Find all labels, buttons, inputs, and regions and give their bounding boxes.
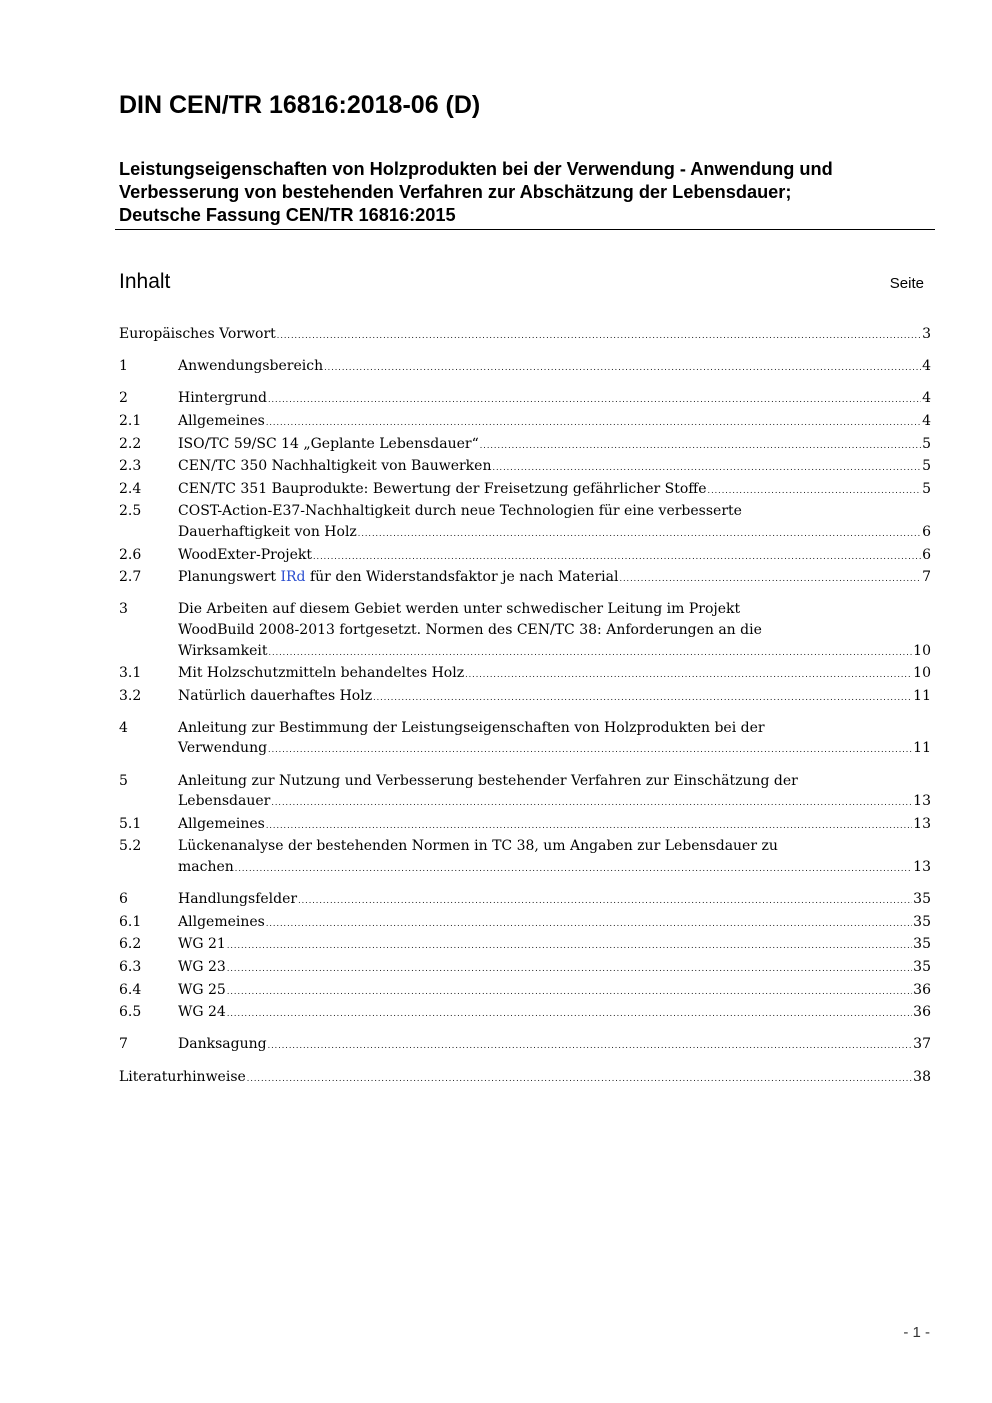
toc-entry[interactable] — [119, 663, 931, 686]
toc-entry-title: Hintergrund — [178, 390, 267, 407]
toc-entry-title: WoodExter-Projekt — [178, 546, 312, 563]
toc-entry-title-line: Anleitung zur Nutzung und Verbesserung bestehender Verfahren zur Einschätzung der — [178, 772, 798, 789]
toc-entry-title-line: Verwendung — [178, 740, 268, 757]
toc-entry-page: 36 — [913, 981, 931, 998]
toc-entry[interactable] — [119, 718, 931, 761]
toc-entry-page: 7 — [922, 569, 931, 586]
toc-entry-number: 5.2 — [119, 838, 142, 855]
toc-entry-title: Natürlich dauerhaftes Holz — [178, 687, 373, 704]
toc-leader-dots — [298, 889, 912, 912]
toc-entry[interactable] — [119, 324, 931, 347]
toc-entry-page: 3 — [922, 326, 931, 342]
toc-entry-title-line: WoodBuild 2008-2013 fortgesetzt. Normen des CEN/TC 38: Anforderungen an die — [178, 621, 762, 638]
toc-entry-page: 11 — [913, 740, 931, 757]
toc-entry[interactable] — [119, 1034, 931, 1057]
toc-entry-number: 6.2 — [119, 936, 142, 953]
toc-entry-number: 1 — [119, 358, 128, 375]
toc-entry-title: Allgemeines — [178, 913, 265, 930]
toc-entry-page: 13 — [913, 859, 931, 876]
toc-entry-title: WG 23 — [178, 959, 226, 975]
toc-leader-dots — [619, 567, 921, 590]
toc-leader-dots — [373, 686, 912, 709]
toc-entry-title: WG 21 — [178, 936, 226, 953]
toc-entry-page: 11 — [913, 687, 931, 704]
toc-entry[interactable] — [119, 980, 931, 1003]
toc-entry-page: 10 — [913, 642, 931, 659]
toc-entry-page: 4 — [922, 390, 931, 407]
toc-entry-number: 7 — [119, 1036, 128, 1053]
toc-entry-number: 4 — [119, 719, 128, 736]
toc-entry-title-part: Planungswert — [178, 569, 281, 586]
toc-leader-dots — [480, 434, 921, 457]
toc-entry[interactable] — [119, 912, 931, 935]
toc-entry-title — [178, 567, 618, 588]
toc-entry-page: 5 — [922, 480, 931, 497]
toc-entry-title: WG 24 — [178, 1004, 226, 1021]
toc-leader-dots — [227, 957, 912, 980]
toc-entry-page: 36 — [913, 1004, 931, 1021]
toc-entry-number: 2.2 — [119, 435, 142, 452]
toc-entry-title-line: Die Arbeiten auf diesem Gebiet werden unter schwedischer Leitung im Projekt — [178, 601, 741, 618]
toc-entry[interactable] — [119, 434, 931, 457]
document-title: DIN CEN/TR 16816:2018-06 (D) — [119, 91, 481, 119]
subtitle-line: Leistungseigenschaften von Holzprodukten bei der Verwendung - Anwendung und — [119, 159, 833, 179]
toc-entry-page: 35 — [913, 959, 931, 975]
toc-entry[interactable] — [119, 567, 931, 590]
toc-leader-dots — [268, 388, 921, 411]
toc-entry-title-part: für den Widerstandsfaktor je nach Material — [305, 569, 619, 586]
toc-entry[interactable] — [119, 1067, 931, 1090]
toc-leader-dots — [247, 1067, 912, 1090]
toc-entry[interactable] — [119, 771, 931, 814]
toc-entry-page: 5 — [922, 458, 931, 475]
toc-entry-title-line: Anleitung zur Bestimmung der Leistungseigenschaften von Holzprodukten bei der — [178, 719, 765, 736]
toc-entry[interactable] — [119, 686, 931, 709]
toc-entry[interactable] — [119, 456, 931, 479]
toc-entry-number: 2.3 — [119, 458, 142, 475]
toc-entry[interactable] — [119, 934, 931, 957]
toc-entry[interactable] — [119, 545, 931, 568]
toc-entry-page: 13 — [913, 793, 931, 810]
toc-entry[interactable] — [119, 1002, 931, 1025]
toc-entry-page: 35 — [913, 891, 931, 908]
toc-entry-page: 38 — [913, 1068, 931, 1085]
toc-entry-number: 2 — [119, 390, 128, 407]
toc-entry-page: 13 — [913, 815, 931, 832]
toc-entry-title: CEN/TC 351 Bauprodukte: Bewertung der Freisetzung gefährlicher Stoffe — [178, 480, 707, 497]
toc-entry-page: 37 — [913, 1036, 931, 1053]
toc-entry[interactable] — [119, 356, 931, 379]
toc-entry[interactable] — [119, 957, 931, 980]
toc-entry-number: 2.6 — [119, 546, 142, 563]
toc-page-label: Seite — [889, 275, 924, 292]
toc-entry-title-line: machen — [178, 859, 234, 876]
toc-entry-title: Handlungsfelder — [178, 891, 298, 908]
toc-entry-number: 2.1 — [119, 412, 142, 429]
toc-entry-page: 35 — [913, 936, 931, 953]
page-number: - 1 - — [903, 1324, 930, 1341]
toc-entry-title: CEN/TC 350 Nachhaltigkeit von Bauwerken — [178, 458, 492, 475]
toc-entry-title-line: Wirksamkeit — [178, 642, 268, 659]
toc-entry[interactable] — [119, 411, 931, 434]
toc-entry-number: 6.1 — [119, 913, 142, 930]
toc-entry-number: 6.4 — [119, 981, 142, 998]
toc-entry-number: 3.1 — [119, 665, 142, 682]
toc-entry-page: 35 — [913, 913, 931, 930]
toc-entry-page: 4 — [922, 358, 931, 375]
toc-entry-number: 2.5 — [119, 503, 142, 520]
toc-entry-number: 3.2 — [119, 687, 142, 704]
toc-leader-dots — [235, 857, 912, 880]
toc-leader-dots — [277, 324, 921, 347]
toc-leader-dots — [266, 814, 912, 837]
toc-entry-page: 6 — [922, 546, 931, 563]
toc-entry-title: Danksagung — [178, 1036, 267, 1053]
toc-leader-dots — [266, 411, 921, 434]
toc-entry-number: 5.1 — [119, 815, 142, 832]
table-of-contents — [119, 324, 931, 1089]
toc-leader-dots — [266, 912, 912, 935]
toc-entry-title-line: Lebensdauer — [178, 793, 271, 810]
toc-leader-dots — [492, 456, 921, 479]
toc-leader-dots — [268, 641, 912, 664]
toc-leader-dots — [268, 738, 912, 761]
toc-leader-dots — [313, 545, 921, 568]
toc-entry-title-line: Dauerhaftigkeit von Holz — [178, 523, 357, 540]
toc-leader-dots — [227, 980, 912, 1003]
toc-entry[interactable] — [119, 889, 931, 912]
subtitle-line: Deutsche Fassung CEN/TR 16816:2015 — [119, 205, 456, 225]
toc-entry[interactable] — [119, 479, 931, 502]
toc-leader-dots — [268, 1034, 913, 1057]
toc-entry-number: 5 — [119, 772, 128, 789]
toc-entry-number: 2.7 — [119, 569, 142, 586]
toc-heading: Inhalt — [119, 270, 171, 293]
toc-leader-dots — [708, 479, 922, 502]
toc-entry-number: 6.3 — [119, 959, 142, 975]
toc-entry[interactable] — [119, 599, 931, 663]
toc-entry-page: 4 — [922, 412, 931, 429]
toc-entry-title: Anwendungsbereich — [178, 358, 324, 375]
toc-entry-title: Europäisches Vorwort — [119, 326, 276, 342]
toc-entry-page: 6 — [922, 523, 931, 540]
toc-leader-dots — [324, 356, 921, 379]
toc-entry-title-line: Lückenanalyse der bestehenden Normen in TC 38, um Angaben zur Lebensdauer zu — [178, 838, 778, 855]
toc-entry-number: 6.5 — [119, 1004, 142, 1021]
toc-entry[interactable] — [119, 501, 931, 544]
toc-leader-dots — [271, 791, 912, 814]
toc-entry-title: Allgemeines — [178, 815, 265, 832]
toc-leader-dots — [465, 663, 912, 686]
toc-entry-page: 5 — [922, 435, 931, 452]
highlighted-symbol: IRd — [280, 569, 306, 586]
toc-entry-title: ISO/TC 59/SC 14 „Geplante Lebensdauer“ — [178, 435, 479, 452]
toc-leader-dots — [227, 1002, 912, 1025]
toc-leader-dots — [227, 934, 912, 957]
toc-entry-number: 3 — [119, 601, 128, 618]
toc-entry-number: 6 — [119, 891, 128, 908]
toc-entry[interactable] — [119, 814, 931, 837]
title-divider — [115, 229, 935, 230]
toc-leader-dots — [358, 522, 921, 545]
toc-entry-title: Allgemeines — [178, 412, 265, 429]
document-subtitle — [119, 158, 934, 227]
toc-entry-number: 2.4 — [119, 480, 142, 497]
toc-entry[interactable] — [119, 836, 931, 879]
toc-entry-title-line: COST-Action-E37-Nachhaltigkeit durch neue Technologien für eine verbesserte — [178, 503, 742, 520]
subtitle-line: Verbesserung von bestehenden Verfahren zur Abschätzung der Lebensdauer; — [119, 182, 792, 202]
toc-entry-title: Mit Holzschutzmitteln behandeltes Holz — [178, 665, 465, 682]
toc-entry-page: 10 — [913, 665, 931, 682]
toc-entry-title: WG 25 — [178, 981, 226, 998]
toc-entry[interactable] — [119, 388, 931, 411]
toc-entry-title: Literaturhinweise — [119, 1068, 246, 1085]
